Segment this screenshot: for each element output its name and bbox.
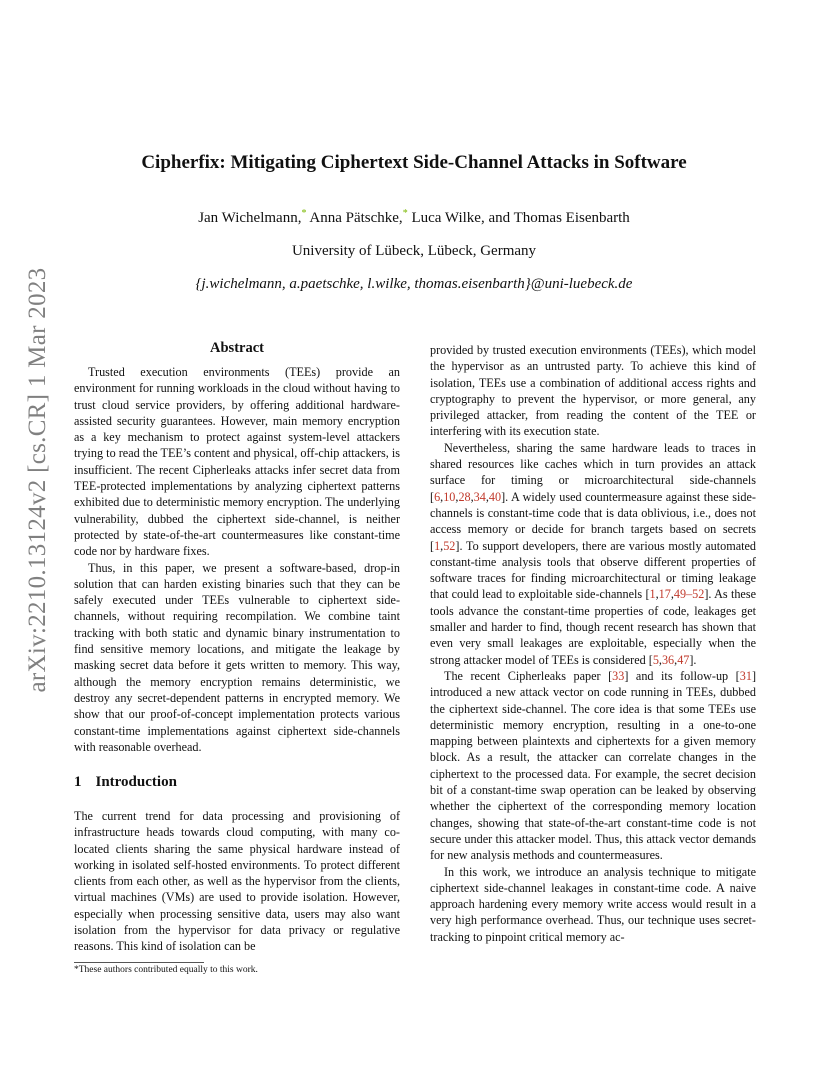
body-paragraph: The current trend for data processing and provisioning of infrastructure heads towards cloud computing, with many co-located clients sharing the same physical hardware instead of working in isolated self-hosted environments. To protect different clients from each other, as well as the hypervisor from the clients, virtual machines (VMs) are used to provide isolation. However, especially when processing sensitive data, users may also want isolation from the hypervisor for data privacy or regulative reasons. This kind of isolation can be	[74, 809, 400, 954]
body-paragraph: In this work, we introduce an analysis technique to mitigate ciphertext side-channel leakages in constant-time code. A naive approach hardening every memory write access would result in a very high performance overhead. Thus, our technique uses secret-tracking to pinpoint critical memory ac-	[430, 864, 756, 944]
citation-link[interactable]: 10	[443, 489, 456, 504]
text-run: Nevertheless, sharing the same hardware leads to traces in shared resources like caches which in turn provides an attack surface for timing or microarchitectural side-channels [	[430, 440, 756, 504]
abstract-body	[74, 364, 400, 755]
separator: ,	[455, 489, 459, 504]
author-list	[60, 210, 768, 227]
citation-link[interactable]: 1	[649, 587, 656, 602]
affiliation: University of Lübeck, Lübeck, Germany	[291, 243, 537, 259]
separator: ,	[674, 652, 678, 667]
citation-link[interactable]: 52	[443, 538, 456, 553]
citation-link[interactable]: 17	[658, 587, 671, 602]
separator: ,	[658, 652, 662, 667]
arxiv-identifier: arXiv:2210.13124v2 [cs.CR] 1 Mar 2023	[24, 267, 51, 693]
paper-title: Cipherfix: Mitigating Ciphertext Side-Channel Attacks in Software	[141, 152, 687, 173]
footnote: *These authors contributed equally to this work.	[74, 965, 258, 975]
citation-link[interactable]: 1	[434, 538, 441, 553]
citation-link[interactable]: 28	[458, 489, 471, 504]
section-title: Introduction	[95, 774, 177, 790]
citation-link[interactable]: 47	[677, 652, 690, 667]
separator: ,	[440, 538, 444, 553]
section-number: 1	[74, 774, 82, 790]
citation-link[interactable]: 5	[652, 652, 659, 667]
text-run: ]. A widely used countermeasure against these side-channels is constant-time code that is data oblivious, i.e., does not access memory or decide for branch targets based on secrets [	[430, 489, 756, 553]
citation-link[interactable]: 33	[612, 668, 625, 683]
citation-link[interactable]: 40	[488, 489, 502, 504]
section-heading-introduction	[74, 774, 177, 791]
equal-contribution-mark: *	[402, 208, 408, 219]
citation-link[interactable]: 31	[739, 668, 752, 683]
text-run: ] and its follow-up [	[624, 668, 740, 683]
body-paragraph	[430, 668, 756, 864]
separator: ,	[670, 587, 674, 602]
introduction-body-right	[430, 342, 756, 945]
citation-link[interactable]: 6	[434, 489, 441, 504]
separator: ,	[440, 489, 444, 504]
introduction-body-left	[74, 808, 400, 955]
text-run: ]. As these tools advance the constant-time properties of code, leakages get smaller and harder to find, though recent research has shown that even very small leakages are exploitable, especially when the strong attacker model of TEEs is considered [	[430, 587, 756, 667]
separator: ,	[655, 587, 659, 602]
abstract-heading: Abstract	[210, 340, 264, 356]
author-emails: {j.wichelmann, a.paetschke, l.wilke, thomas.eisenbarth}@uni-luebeck.de	[195, 276, 633, 292]
citation-link[interactable]: 34	[473, 489, 486, 504]
body-paragraph	[430, 440, 756, 668]
other-authors: Luca Wilke, and Thomas Eisenbarth	[407, 210, 630, 226]
equal-contribution-mark: *	[301, 208, 307, 219]
author-2: Anna Pätschke,	[306, 210, 403, 226]
citation-link[interactable]: 36	[661, 652, 675, 667]
abstract-paragraph: Trusted execution environments (TEEs) provide an environment for running workloads in the cloud without having to trust cloud service providers, by offering additional hardware-assisted security guarantees. However, main memory encryption as a key mechanism to protect against system-level attackers trying to read the TEE’s content and physical, off-chip attackers, is insufficient. The recent Cipherleaks attacks infer secret data from TEE-protected implementations by analyzing ciphertext patterns exhibited due to deterministic memory encryption. The underlying vulnerability, dubbed the ciphertext side-channel, is neither protected by state-of-the-art countermeasures like constant-time code nor by hardware fixes.	[74, 365, 400, 559]
separator: ,	[485, 489, 489, 504]
text-run: ]. To support developers, there are various mostly automated constant-time analysis tools that observe different properties of software traces for finding microarchitectural or timing leakage that could lead to exploitable side-channels [	[430, 538, 756, 602]
body-paragraph: provided by trusted execution environments (TEEs), which model the hypervisor as an untrusted party. To achieve this kind of isolation, TEEs use a combination of additional access rights and cryptography to prevent the hypervisor, or more general, any privileged attacker, from reading the content of the TEE or interfering with its execution state.	[430, 343, 756, 439]
arxiv-sidebar-stamp	[20, 267, 56, 693]
separator: ,	[470, 489, 474, 504]
text-run: The recent Cipherleaks paper [	[444, 668, 613, 683]
citation-link[interactable]: 49–52	[673, 587, 705, 602]
author-1: Jan Wichelmann,	[198, 210, 302, 226]
text-run: ].	[689, 652, 697, 667]
footnote-rule	[74, 962, 204, 963]
text-run: ] introduced a new attack vector on code running in TEEs, dubbed the ciphertext side-channel. The core idea is that some TEEs use deterministic memory encryption, resulting in a one-to-one mapping between plaintexts and ciphertexts for a given memory block. As a result, the attacker can correlate changes in the ciphertext to the processed data. For example, the secret decision bit of a constant-time swap operation can be leaked by observing whether the ciphertext of the corresponding memory location changes, showing that state-of-the-art constant-time code is not secure under this attacker model. Thus, this attack vector demands for new analysis methods and countermeasures.	[430, 668, 756, 863]
abstract-paragraph: Thus, in this paper, we present a software-based, drop-in solution that can harden existing binaries such that they can be safely executed under TEEs vulnerable to ciphertext side-channels, without requiring recompilation. We combine taint tracking with both static and dynamic binary instrumentation to find sensitive memory locations, and mitigate the leakage by masking secret data before it gets written to memory. This way, although the memory encryption remains deterministic, we destroy any secret-dependent patterns in encrypted memory. We show that our proof-of-concept implementation protects various constant-time implementations against ciphertext side-channels with reasonable overhead.	[74, 560, 400, 754]
